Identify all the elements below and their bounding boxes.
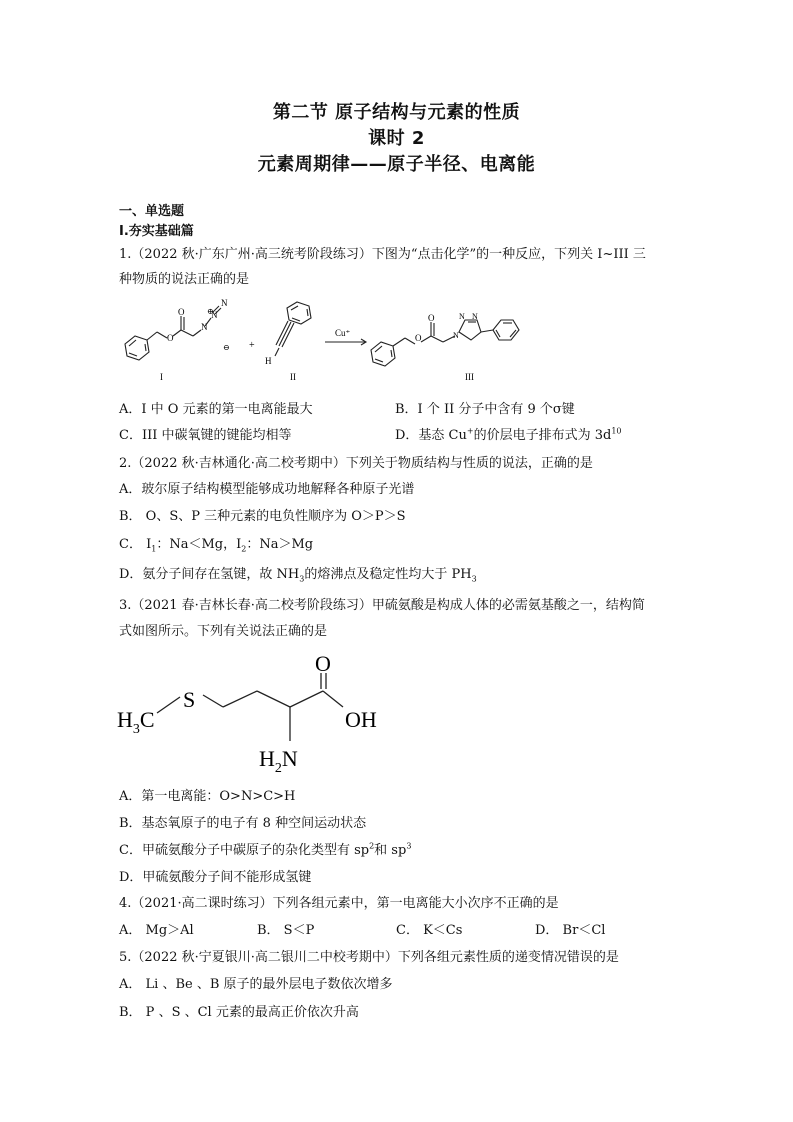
q3-option-a: A．第一电离能：O>N>C>H [119,789,296,804]
q3-option-c-a: C．甲硫氨酸分子中碳原子的杂化类型有 sp [119,843,370,858]
title-main: 第二节 原子结构与元素的性质 [272,102,521,123]
q1-fig-nitrogen-I-1: N [201,322,208,332]
q1-option-d-mid: 的价层电子排布式为 3d [473,428,612,443]
q3-option-c-sup2: 3 [406,841,412,851]
q3-fig-sulfur: S [183,687,196,712]
q1-fig-charge-minus: ⊖ [223,343,230,352]
q3-fig-h3c: $H_3C$ [117,707,155,737]
q1-option-b: B．I 个 II 分子中含有 9 个σ键 [395,402,575,417]
q1-fig-label-III: III [465,372,474,382]
q1-option-d [395,424,622,443]
q1-fig-nitrogen-III-1: N [453,331,459,340]
q1-fig-label-I: I [160,372,163,382]
q1-option-c: C．III 中碳氧键的键能均相等 [119,428,292,443]
q2-option-b: B． O、S、P 三种元素的电负性顺序为 O＞P＞S [119,509,406,524]
q2-option-c-sub2: 2 [241,544,247,554]
section-heading: 一、单选题 [119,204,185,219]
q1-fig-plus: + [249,340,255,351]
q1-fig-oxygen-I-carbonyl: O [178,307,185,317]
q2-option-d-a: D．氨分子间存在氢键，故 NH [119,567,300,582]
q5-option-b: B． P 、S 、Cl 元素的最高正价依次升高 [119,1005,359,1020]
q1-fig-nitrogen-I-2: N [211,310,218,320]
q2-option-c-c: ：Na＞Mg [246,537,314,552]
q1-stem-line2: 种物质的说法正确的是 [119,272,250,287]
q1-option-d-prefix: D．基态 Cu [395,428,467,443]
q2-option-d [119,563,477,584]
q3-structure-figure [115,645,415,775]
q1-fig-charge-plus: ⊕ [207,307,214,316]
q2-option-c-b: ：Na＜Mg，I [156,537,242,552]
q5-option-a: A． Li 、Be 、B 原子的最外层电子数依次增多 [119,977,393,992]
q1-fig-nitrogen-III-2: N [459,312,465,321]
q1-fig-oxygen-III: O [415,333,422,343]
q1-reaction-figure [115,296,555,386]
q3-option-b: B．基态氧原子的电子有 8 种空间运动状态 [119,816,367,831]
title-lesson: 课时 2 [368,128,425,149]
q1-stem-line1: 1.（2022 秋·广东广州·高三统考阶段练习）下图为“点击化学”的一种反应，下列关 I~III 三 [119,247,646,262]
q1-fig-nitrogen-III-3: N [472,312,478,321]
q1-fig-label-II: II [290,372,296,382]
q1-option-d-sup2: 10 [611,426,622,436]
title-topic: 元素周期律——原子半径、电离能 [257,154,536,175]
q2-option-c-a: C． I [119,537,152,552]
q1-fig-nitrogen-I-3: N [221,298,228,308]
q5-stem: 5.（2022 秋·宁夏银川·高二银川二中校考期中）下列各组元素性质的递变情况错误的是 [119,950,619,965]
q3-stem-line1: 3.（2021 春·吉林长春·高二校考阶段练习）甲硫氨酸是构成人体的必需氨基酸之一，结构简 [119,598,645,613]
q1-option-d-sup: + [466,426,474,436]
q2-option-d-sub2: 3 [471,574,477,584]
q3-fig-oxygen: O [315,651,331,676]
q4-option-b: B． S＜P [257,923,315,938]
q2-option-c-sub1: 1 [151,544,157,554]
q2-option-c [119,533,313,554]
q4-stem: 4.（2021·高二课时练习）下列各组元素中，第一电离能大小次序不正确的是 [119,896,559,911]
q3-stem-line2: 式如图所示。下列有关说法正确的是 [119,624,328,639]
q3-option-d: D．甲硫氨酸分子间不能形成氢键 [119,870,312,885]
q3-fig-hydroxyl: OH [345,707,377,732]
section-subheading: Ⅰ.夯实基础篇 [119,224,194,239]
q1-fig-catalyst: Cu⁺ [335,328,351,338]
q3-option-c-b: 和 sp [374,843,407,858]
q2-option-d-sub1: 3 [299,574,305,584]
q1-fig-oxygen-I: O [167,333,174,343]
q4-option-d: D． Br＜Cl [535,923,606,938]
q3-option-c [119,839,411,858]
q1-option-a: A．I 中 O 元素的第一电离能最大 [119,402,313,417]
q1-fig-hydrogen-II: H [265,356,272,366]
q4-option-a: A． Mg＞Al [119,923,194,938]
q2-option-a: A．玻尔原子结构模型能够成功地解释各种原子光谱 [119,482,415,497]
q1-fig-oxygen-III-carbonyl: O [428,313,435,323]
q3-option-c-sup1: 2 [369,841,375,851]
q2-option-d-b: 的熔沸点及稳定性均大于 PH [304,567,472,582]
q4-option-c: C． K＜Cs [396,923,463,938]
q3-fig-amine: $H_2N$ [259,746,298,775]
q2-stem: 2.（2022 秋·吉林通化·高二校考期中）下列关于物质结构与性质的说法，正确的是 [119,456,593,471]
